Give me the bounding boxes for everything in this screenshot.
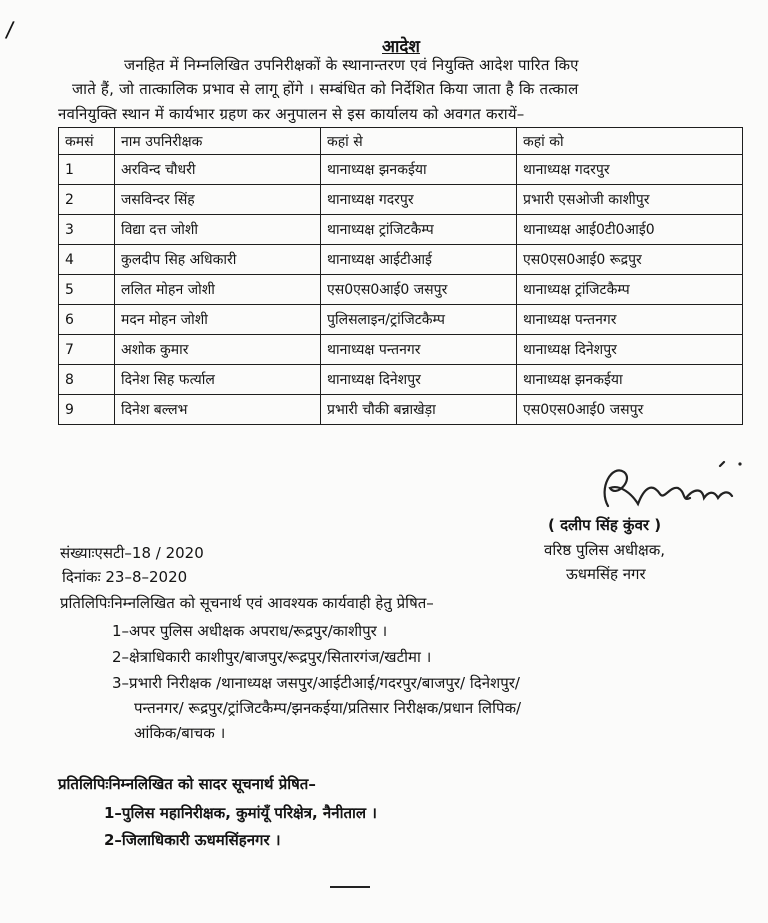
cell-to: प्रभारी एसओजी काशीपुर <box>517 185 743 215</box>
cell-serial: 9 <box>59 395 115 425</box>
signature-scribble <box>590 458 750 522</box>
reference-date: दिनांकः 23–8–2020 <box>62 568 188 586</box>
cell-from: थानाध्यक्ष दिनेशपुर <box>321 365 517 395</box>
transfer-table <box>58 127 743 425</box>
table-row <box>59 155 743 185</box>
signatory-designation: वरिष्ठ पुलिस अधीक्षक, <box>544 541 666 559</box>
corner-mark: / <box>4 17 16 44</box>
cell-serial: 3 <box>59 215 115 245</box>
signatory-name: ( दलीप सिंह कुंवर ) <box>548 516 662 534</box>
cell-name: कुलदीप सिह अधिकारी <box>115 245 321 275</box>
cell-name: अशोक कुमार <box>115 335 321 365</box>
cell-serial: 4 <box>59 245 115 275</box>
cell-to: थानाध्यक्ष ट्रांजिटकैम्प <box>517 275 743 305</box>
copy-list-2-heading: प्रतिलिपिःनिम्नलिखित को सादर सूचनार्थ प्रेषित– <box>58 775 316 793</box>
cell-from: थानाध्यक्ष ट्रांजिटकैम्प <box>321 215 517 245</box>
cell-from: प्रभारी चौकी बन्नाखेड़ा <box>321 395 517 425</box>
copy-list-1-item-3-cont: पन्तनगर/ रूद्रपुर/ट्रांजिटकैम्प/झनकईया/प्रतिसार निरीक्षक/प्रधान लिपिक/ <box>134 699 522 717</box>
table-row <box>59 395 743 425</box>
cell-serial: 6 <box>59 305 115 335</box>
cell-to: एस0एस0आई0 रूद्रपुर <box>517 245 743 275</box>
copy-list-1-heading: प्रतिलिपिःनिम्नलिखित को सूचनार्थ एवं आवश्यक कार्यवाही हेतु प्रेषित– <box>60 594 434 612</box>
cell-from: थानाध्यक्ष आईटीआई <box>321 245 517 275</box>
cell-name: दिनेश बल्लभ <box>115 395 321 425</box>
cell-to: थानाध्यक्ष झनकईया <box>517 365 743 395</box>
table-row <box>59 335 743 365</box>
table-row <box>59 215 743 245</box>
cell-serial: 1 <box>59 155 115 185</box>
footer-divider <box>330 886 370 888</box>
copy-list-1-item-3: 3–प्रभारी निरीक्षक /थानाध्यक्ष जसपुर/आईटीआई/गदरपुर/बाजपुर/ दिनेशपुर/ <box>112 674 520 692</box>
header-to: कहां को <box>517 128 743 155</box>
copy-list-1-item-2: 2–क्षेत्राधिकारी काशीपुर/बाजपुर/रूद्रपुर/सितारगंज/खटीमा । <box>112 648 432 666</box>
copy-list-2-item-2: 2–जिलाधिकारी ऊधमसिंहनगर । <box>104 831 281 849</box>
copy-list-1-item-1: 1–अपर पुलिस अधीक्षक अपराध/रूद्रपुर/काशीपुर । <box>112 622 388 640</box>
header-name: नाम उपनिरीक्षक <box>115 128 321 155</box>
document-title: आदेश <box>382 37 420 57</box>
reference-number: संख्याःएसटी–18 / 2020 <box>60 544 204 562</box>
copy-list-2-item-1: 1–पुलिस महानिरीक्षक, कुमांयूँ परिक्षेत्र, नैनीताल । <box>104 804 377 822</box>
cell-serial: 7 <box>59 335 115 365</box>
cell-to: थानाध्यक्ष आई0टी0आई0 <box>517 215 743 245</box>
table-header-row <box>59 128 743 155</box>
table-row <box>59 275 743 305</box>
intro-line-2: जाते हैं, जो तात्कालिक प्रभाव से लागू होंगे । सम्बंधित को निर्देशित किया जाता है कि तत्काल <box>72 80 579 98</box>
cell-name: विद्या दत्त जोशी <box>115 215 321 245</box>
cell-name: अरविन्द चौधरी <box>115 155 321 185</box>
cell-from: थानाध्यक्ष गदरपुर <box>321 185 517 215</box>
cell-to: थानाध्यक्ष गदरपुर <box>517 155 743 185</box>
cell-serial: 8 <box>59 365 115 395</box>
cell-name: ललित मोहन जोशी <box>115 275 321 305</box>
intro-line-1: जनहित में निम्नलिखित उपनिरीक्षकों के स्थानान्तरण एवं नियुक्ति आदेश पारित किए <box>124 56 579 74</box>
table-row <box>59 185 743 215</box>
cell-to: थानाध्यक्ष पन्तनगर <box>517 305 743 335</box>
table-row <box>59 365 743 395</box>
cell-name: जसविन्दर सिंह <box>115 185 321 215</box>
cell-name: मदन मोहन जोशी <box>115 305 321 335</box>
cell-serial: 5 <box>59 275 115 305</box>
cell-from: पुलिसलाइन/ट्रांजिटकैम्प <box>321 305 517 335</box>
intro-line-3: नवनियुक्ति स्थान में कार्यभार ग्रहण कर अनुपालन से इस कार्यालय को अवगत करायें– <box>58 105 525 123</box>
header-from: कहां से <box>321 128 517 155</box>
table-row <box>59 245 743 275</box>
table-row <box>59 305 743 335</box>
cell-to: एस0एस0आई0 जसपुर <box>517 395 743 425</box>
cell-name: दिनेश सिह फर्त्याल <box>115 365 321 395</box>
cell-from: थानाध्यक्ष पन्तनगर <box>321 335 517 365</box>
cell-from: एस0एस0आई0 जसपुर <box>321 275 517 305</box>
copy-list-1-item-3-cont: आंकिक/बाचक । <box>134 724 226 742</box>
cell-to: थानाध्यक्ष दिनेशपुर <box>517 335 743 365</box>
cell-serial: 2 <box>59 185 115 215</box>
header-serial: कमसं <box>59 128 115 155</box>
signatory-district: ऊधमसिंह नगर <box>566 565 646 583</box>
cell-from: थानाध्यक्ष झनकईया <box>321 155 517 185</box>
